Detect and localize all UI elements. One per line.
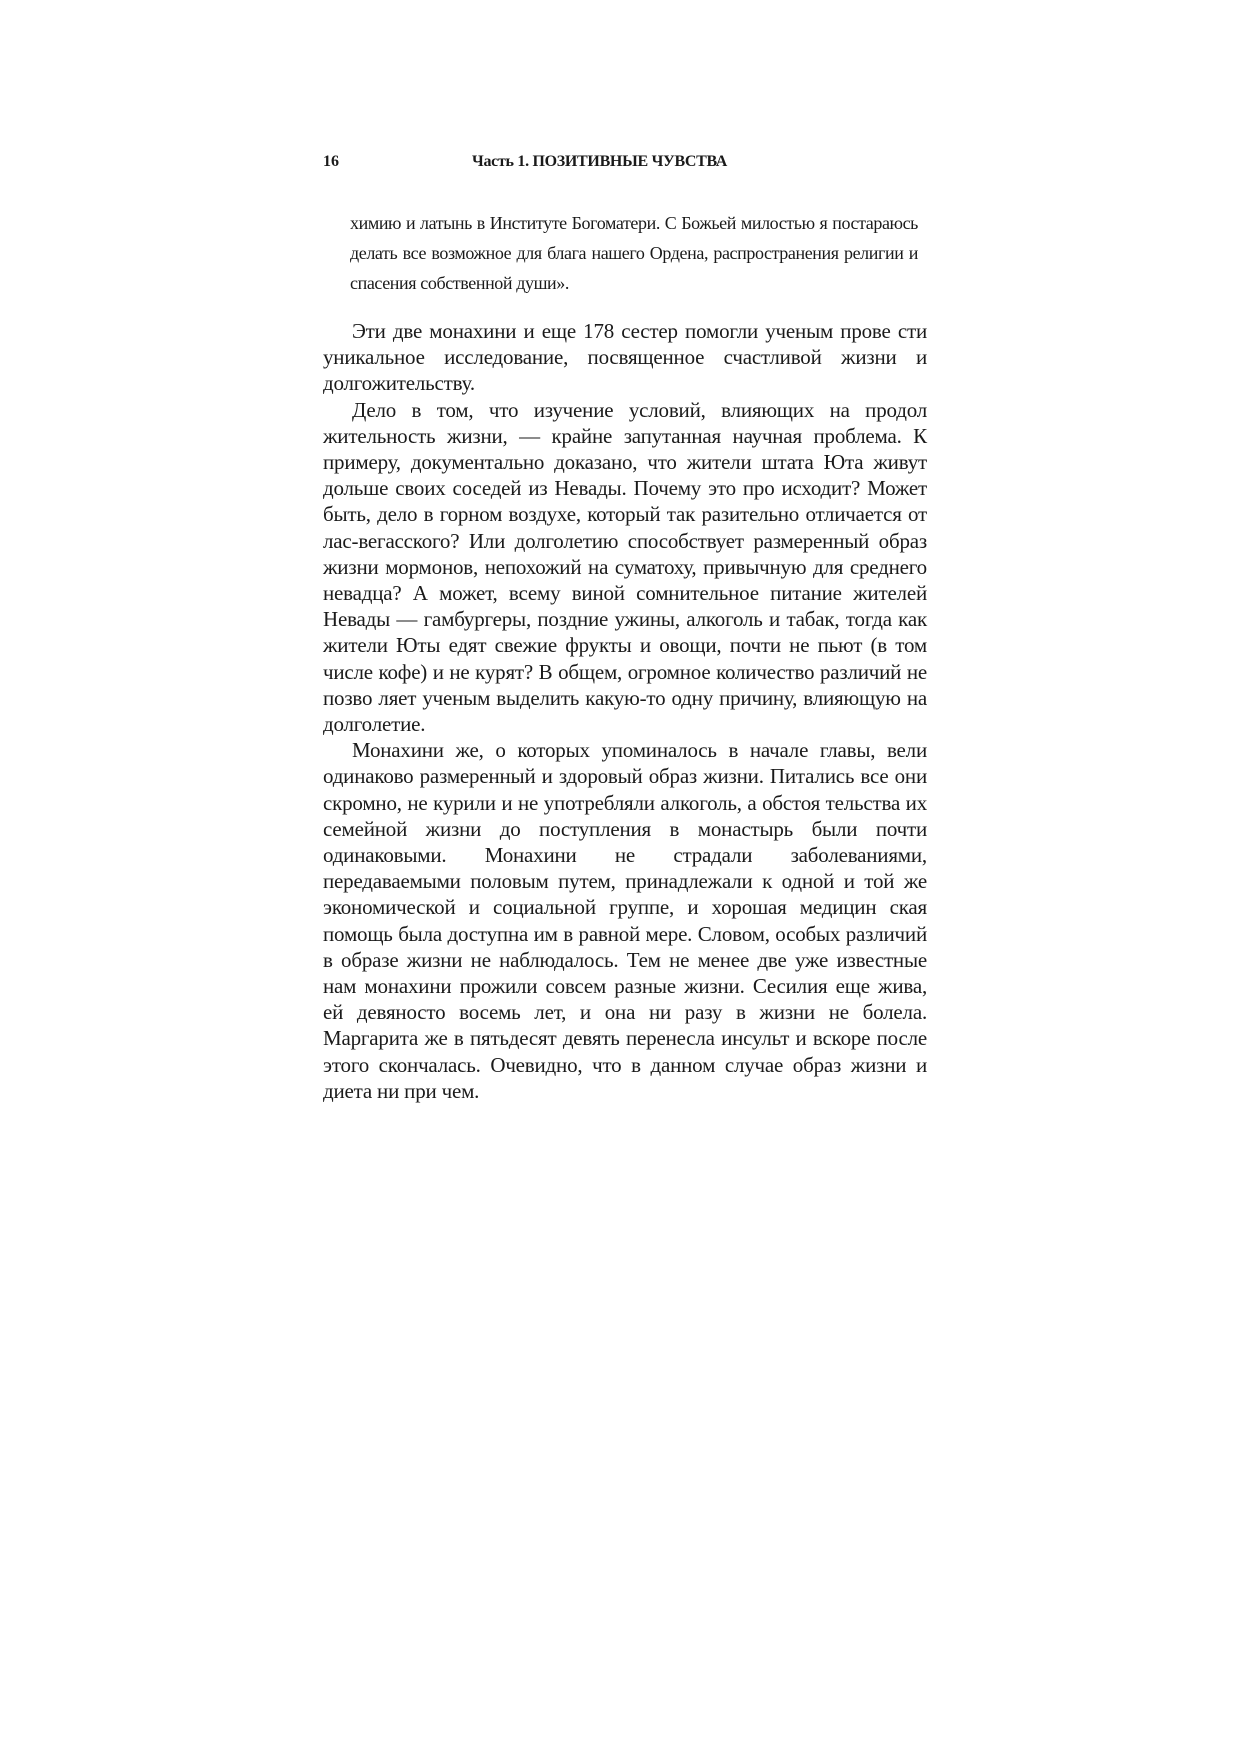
page-header <box>323 150 927 174</box>
paragraph: Монахини же, о которых упоминалось в начале главы, вели одинаково размеренный и здоровый образ жизни. Питались все они скромно, не курили и не употребляли алкоголь, а обстоя тельства их семейной жизни до поступления в монастырь были почти одинаковыми. Монахини не страдали заболеваниями, передаваемыми половым путем, принадлежали к одной и той же экономической и социальной группе, и хорошая медицин ская помощь была доступна им в равной мере. Словом, особых различий в образе жизни не наблюдалось. Тем не менее две уже известные нам монахини прожили совсем разные жизни. Сесилия еще жива, ей девяносто восемь лет, и она ни разу в жизни не болела. Маргарита же в пятьдесят девять перенесла инсульт и вскоре после этого скончалась. Очевидно, что в данном случае образ жизни и диета ни при чем. <box>323 738 927 1103</box>
quote-block: химию и латынь в Институте Богоматери. С Божьей милостью я постараюсь делать все возможное для блага нашего Ордена, распространения религии и спасения собственной души». <box>350 213 918 293</box>
running-head: Часть 1. ПОЗИТИВНЫЕ ЧУВСТВА <box>472 153 728 170</box>
paragraph: Дело в том, что изучение условий, влияющих на продол жительность жизни, — крайне запутанная научная проблема. К примеру, документально доказано, что жители штата Юта живут дольше своих соседей из Невады. Почему это про исходит? Может быть, дело в горном воздухе, который так разительно отличается от лас-вегасского? Или долголетию способствует размеренный образ жизни мормонов, непохожий на суматоху, привычную для среднего невадца? А может, всему виной сомнительное питание жителей Невады — гамбургеры, поздние ужины, алкоголь и табак, тогда как жители Юты едят свежие фрукты и овощи, почти не пьют (в том числе кофе) и не курят? В общем, огромное количество различий не позво ляет ученым выделить какую-то одну причину, влияющую на долголетие. <box>323 397 927 737</box>
paragraph: Эти две монахини и еще 178 сестер помогли ученым прове сти уникальное исследование, посвященное счастливой жизни и долгожительству. <box>323 319 927 396</box>
body-text <box>323 318 927 1104</box>
page-number: 16 <box>323 153 339 170</box>
